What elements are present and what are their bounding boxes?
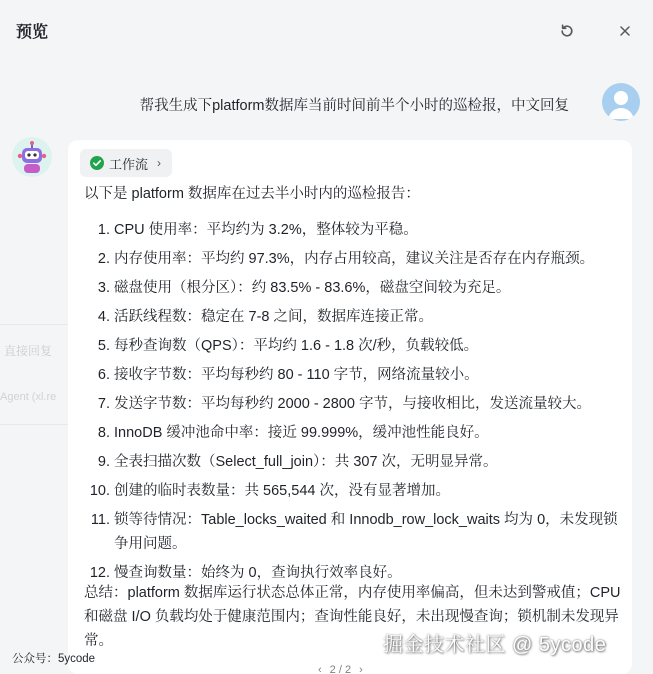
user-avatar (602, 83, 640, 121)
footer-account-text: 公众号：5ycode (12, 653, 96, 665)
bot-avatar (12, 137, 52, 177)
user-message: 帮我生成下platform数据库当前时间前半个小时的巡检报，中文回复 (139, 98, 569, 114)
list-item: 6. 接收字节数：平均每秒约 80 - 110 字节，网络流量较小。 (97, 367, 479, 383)
chevron-right-icon: › (157, 156, 162, 170)
report-intro: 以下是 platform 数据库在过去半小时内的巡检报告： (84, 186, 420, 202)
list-item: 10. 创建的临时表数量：共 565,544 次，没有显著增加。 (89, 483, 450, 499)
list-item: 11. 锁等待情况：Table_locks_waited 和 Innodb_row_lock_waits 均为 0，未发现锁争用问题。 (90, 512, 618, 552)
report-summary: 总结：platform 数据库运行状态总体正常，内存使用率偏高，但未达到警戒值；CPU 和磁盘 I/O 负载均处于健康范围内；查询性能良好，未出现慢查询；锁机制未发现异常。 (84, 585, 621, 649)
check-circle-icon (90, 156, 104, 170)
list-item: 3. 磁盘使用（根分区）：约 83.5% - 83.6%，磁盘空间较为充足。 (97, 280, 511, 296)
list-item: 2. 内存使用率：平均约 97.3%，内存占用较高，建议关注是否存在内存瓶颈。 (97, 251, 595, 267)
close-icon[interactable] (614, 20, 636, 42)
page-title: 预览 (16, 24, 49, 41)
pager-next-icon[interactable]: › (359, 664, 363, 674)
sidebar-divider (0, 424, 68, 425)
preview-header (0, 0, 653, 60)
list-item: 9. 全表扫描次数（Select_full_join）：共 307 次，无明显异常。 (97, 454, 498, 470)
list-item: 12. 慢查询数量：始终为 0，查询执行效率良好。 (89, 565, 402, 581)
workflow-toggle[interactable] (80, 149, 172, 177)
report-list (84, 218, 624, 590)
response-card (68, 140, 632, 674)
sidebar-divider (0, 324, 68, 325)
list-item: 7. 发送字节数：平均每秒约 2000 - 2800 字节，与接收相比，发送流量较大。 (97, 396, 591, 412)
workflow-label: 工作流 (109, 156, 149, 172)
list-item: 5. 每秒查询数（QPS）：平均约 1.6 - 1.8 次/秒，负载较低。 (97, 338, 479, 354)
sidebar-hint-direct-reply: 直接回复 (4, 344, 53, 358)
pager (318, 664, 363, 674)
pager-count: 2 / 2 (329, 664, 352, 674)
list-item: 8. InnoDB 缓冲池命中率：接近 99.999%，缓冲池性能良好。 (97, 425, 489, 441)
list-item: 4. 活跃线程数：稳定在 7-8 之间，数据库连接正常。 (97, 309, 434, 325)
list-item: 1. CPU 使用率：平均约为 3.2%，整体较为平稳。 (97, 222, 418, 238)
refresh-icon[interactable] (556, 20, 578, 42)
watermark: 掘金技术社区 @ 5ycode (383, 634, 607, 656)
pager-prev-icon[interactable]: ‹ (318, 664, 322, 674)
sidebar-hint-agent: Agent (xl.re (0, 391, 57, 403)
